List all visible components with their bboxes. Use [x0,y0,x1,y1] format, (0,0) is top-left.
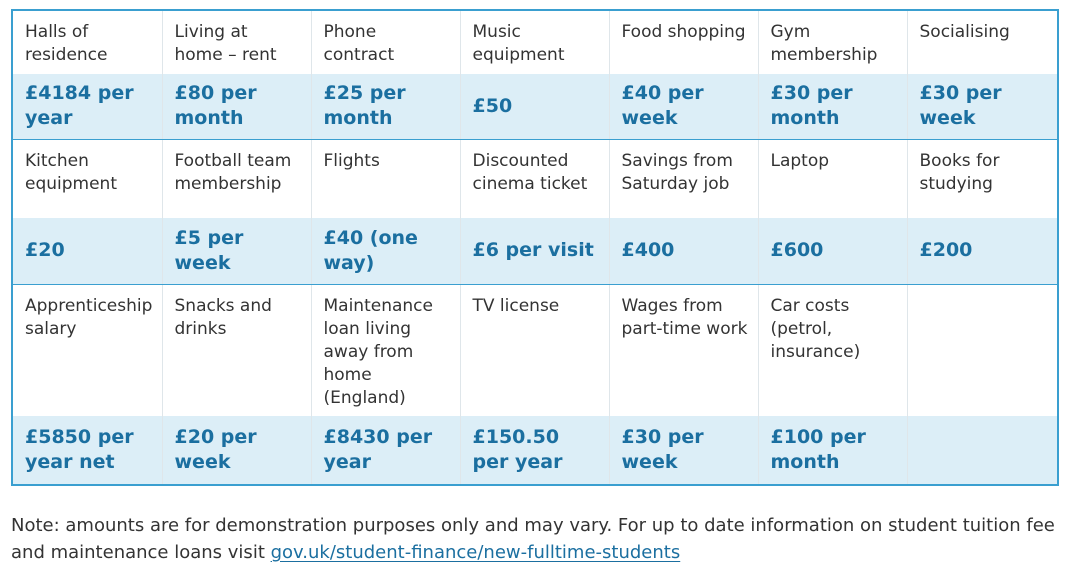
item-label: Wages from part-time work [609,284,758,415]
item-amount: £5850 per year net [12,415,162,485]
item-amount: £5 per week [162,217,311,284]
item-label: Apprenticeship salary [12,284,162,415]
item-amount: £30 per month [758,73,907,139]
item-label: Maintenance loan living away from home (England) [311,284,460,415]
item-label: Phone contract [311,10,460,73]
item-label: Living at home – rent [162,10,311,73]
item-label: Halls of residence [12,10,162,73]
item-amount-empty [907,415,1058,485]
item-amount: £600 [758,217,907,284]
item-amount: £4184 per year [12,73,162,139]
item-label: Snacks and drinks [162,284,311,415]
value-row-2 [12,217,1058,284]
item-amount: £100 per month [758,415,907,485]
value-row-1 [12,73,1058,139]
item-amount: £25 per month [311,73,460,139]
cost-table [11,9,1059,486]
item-label: Flights [311,139,460,217]
item-amount: £40 (one way) [311,217,460,284]
item-amount: £20 per week [162,415,311,485]
item-amount: £30 per week [907,73,1058,139]
item-label: Discounted cinema ticket [460,139,609,217]
item-amount: £40 per week [609,73,758,139]
item-amount: £6 per visit [460,217,609,284]
item-label: Food shopping [609,10,758,73]
item-label: Gym membership [758,10,907,73]
item-amount: £20 [12,217,162,284]
disclaimer-note [11,512,1061,566]
item-label: Laptop [758,139,907,217]
item-label: Music equipment [460,10,609,73]
value-row-3 [12,415,1058,485]
item-label: Car costs (petrol, insurance) [758,284,907,415]
item-amount: £200 [907,217,1058,284]
label-row-3 [12,284,1058,415]
item-label: Savings from Saturday job [609,139,758,217]
label-row-1 [12,10,1058,73]
item-label: Socialising [907,10,1058,73]
item-amount: £80 per month [162,73,311,139]
item-label-empty [907,284,1058,415]
student-finance-link[interactable]: gov.uk/student-finance/new-fulltime-students [270,542,681,563]
item-label: Kitchen equipment [12,139,162,217]
item-amount: £30 per week [609,415,758,485]
item-amount: £150.50 per year [460,415,609,485]
item-label: Football team membership [162,139,311,217]
item-amount: £8430 per year [311,415,460,485]
label-row-2 [12,139,1058,217]
note-text: Note: amounts are for demonstration purposes only and may vary. For up to date information on student tuition fee and maintenance loans visit [11,515,1055,563]
item-amount: £50 [460,73,609,139]
item-label: TV license [460,284,609,415]
item-label: Books for studying [907,139,1058,217]
item-amount: £400 [609,217,758,284]
